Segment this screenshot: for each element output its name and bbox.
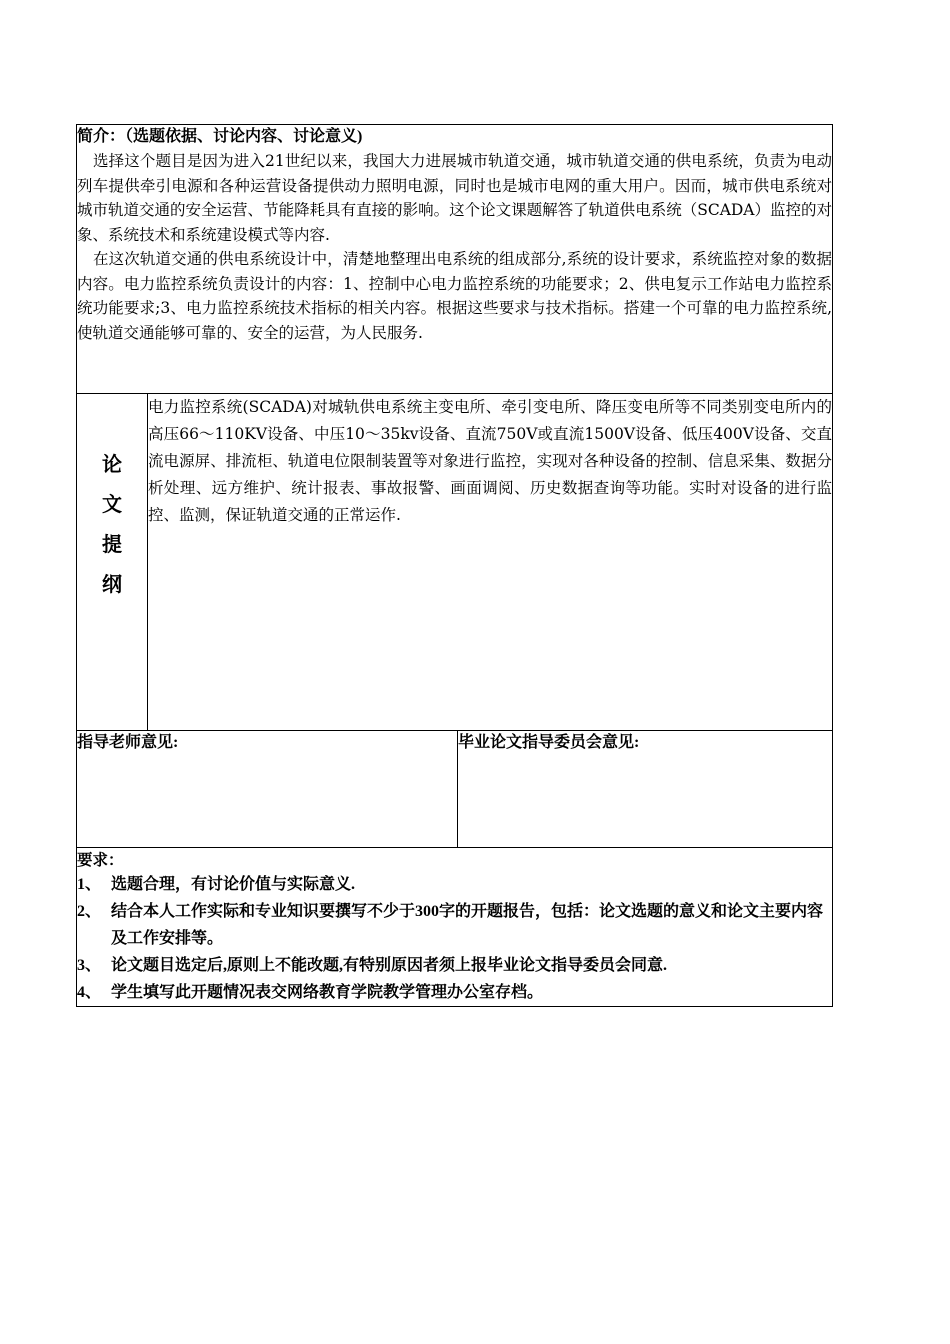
committee-opinion-label: 毕业论文指导委员会意见: (458, 734, 640, 751)
requirement-text: 选题合理，有讨论价值与实际意义. (111, 876, 356, 893)
proposal-form-page (76, 124, 832, 1007)
outline-label (77, 444, 147, 604)
requirement-number: 3、 (77, 957, 102, 974)
requirement-number: 4、 (77, 984, 102, 1001)
requirement-text: 结合本人工作实际和专业知识要撰写不少于300字的开题报告，包括：论文选题的意义和论文主要内容及工作安排等。 (111, 903, 824, 947)
requirements-cell (77, 848, 833, 1007)
requirements-list (77, 871, 832, 1006)
intro-paragraph-2: 在这次轨道交通的供电系统设计中，清楚地整理出电系统的组成部分,系统的设计要求，系统监控对象的数据内容。电力监控系统负责设计的内容：1、控制中心电力监控系统的功能要求；2、供电复示工作站电力监控系统功能要求;3、电力监控系统技术指标的相关内容。根据这些要求与技术指标。搭建一个可靠的电力监控系统,使轨道交通能够可靠的、安全的运营，为人民服务. (77, 250, 833, 342)
proposal-form-table (76, 124, 833, 1007)
requirements-title: 要求： (77, 850, 124, 869)
requirements-row (77, 848, 833, 1007)
outline-label-char: 纲 (102, 572, 122, 596)
requirement-number: 1、 (77, 876, 102, 893)
outline-label-char: 提 (102, 532, 122, 556)
intro-row (77, 125, 833, 394)
list-item (77, 871, 832, 898)
outline-content: 电力监控系统(SCADA)对城轨供电系统主变电所、牵引变电所、降压变电所等不同类别变电所内的高压66～110KV设备、中压10～35kv设备、直流750V或直流1500V设备、低压400V设备、交直流电源屏、排流柜、轨道电位限制装置等对象进行监控，实现对各种设备的控制、信息采集、数据分析处理、远方维护、统计报表、事故报警、画面调阅、历史数据查询等功能。实时对设备的进行监控、监测，保证轨道交通的正常运作. (148, 398, 833, 524)
outline-label-cell (77, 394, 148, 731)
advisor-opinion-label: 指导老师意见: (77, 734, 179, 751)
intro-heading: 简介：（选题依据、讨论内容、讨论意义) (77, 128, 363, 145)
requirement-text: 学生填写此开题情况表交网络教育学院教学管理办公室存档。 (111, 984, 544, 1001)
opinions-row (77, 731, 833, 848)
list-item (77, 979, 832, 1006)
outline-row (77, 394, 833, 731)
requirement-text: 论文题目选定后,原则上不能改题,有特别原因者须上报毕业论文指导委员会同意. (111, 957, 668, 974)
intro-paragraph-1: 选择这个题目是因为进入21世纪以来，我国大力进展城市轨道交通，城市轨道交通的供电系统，负责为电动列车提供牵引电源和各种运营设备提供动力照明电源，同时也是城市电网的重大用户。因而，城市供电系统对城市轨道交通的安全运营、节能降耗具有直接的影响。这个论文课题解答了轨道供电系统（SCADA）监控的对象、系统技术和系统建设模式等内容. (77, 152, 833, 244)
advisor-opinion-cell (77, 731, 458, 848)
list-item (77, 898, 832, 952)
outline-label-char: 文 (102, 492, 122, 516)
requirement-number: 2、 (77, 903, 102, 920)
list-item (77, 952, 832, 979)
committee-opinion-cell (458, 731, 833, 848)
outline-label-char: 论 (102, 452, 122, 476)
intro-cell (77, 125, 833, 394)
outline-content-cell (148, 394, 833, 731)
